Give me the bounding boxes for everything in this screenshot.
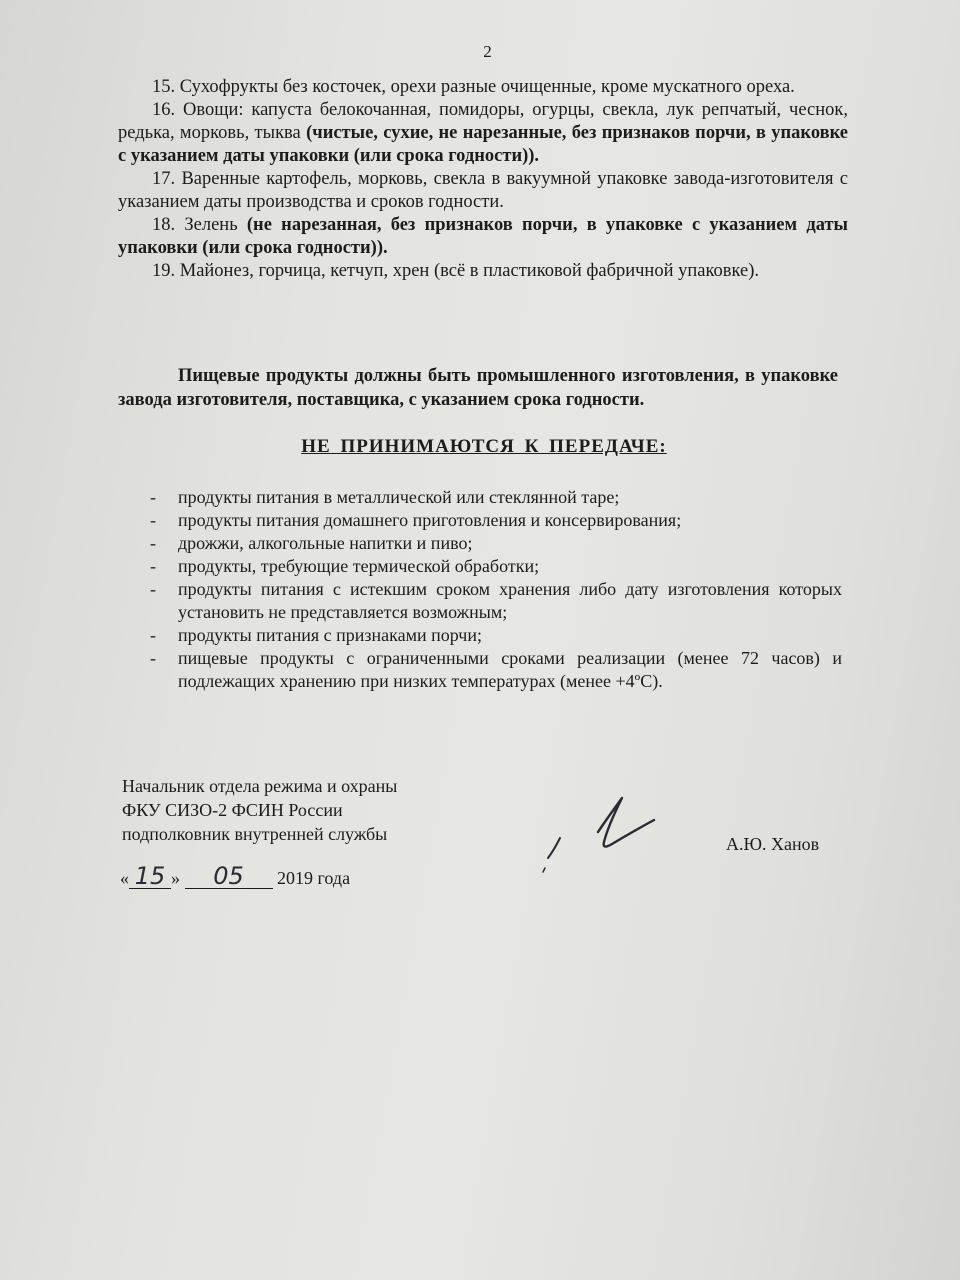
restrictions-list bbox=[150, 486, 842, 693]
restriction-text: продукты питания домашнего приготовления и консервирования; bbox=[178, 510, 682, 530]
restriction-text: пищевые продукты с ограниченными сроками реализации (менее 72 часов) и подлежащих хранению при низких температурах (менее +4ºС). bbox=[178, 648, 842, 691]
restriction-item bbox=[150, 555, 842, 578]
list-item bbox=[118, 76, 848, 99]
page-number: 2 bbox=[483, 42, 492, 61]
quote-open: « bbox=[120, 868, 129, 888]
list-item bbox=[118, 99, 848, 168]
date-year: 2019 года bbox=[277, 868, 351, 888]
item-bold-text: (не нарезанная, без признаков порчи, в упаковке с указанием даты упаковки (или срока годности)). bbox=[118, 215, 849, 258]
restriction-item bbox=[150, 486, 842, 509]
item-text: Зелень bbox=[184, 215, 238, 235]
restriction-text: продукты питания с истекшим сроком хранения либо дату изготовления которых установить не представляется возможным; bbox=[178, 579, 842, 622]
restriction-text: продукты питания с признаками порчи; bbox=[178, 625, 482, 645]
bullet-dash: - bbox=[150, 533, 156, 553]
item-number: 15. bbox=[152, 77, 176, 97]
bullet-dash: - bbox=[150, 487, 156, 507]
position-line: подполковник внутренней службы bbox=[122, 824, 388, 844]
restriction-item bbox=[150, 578, 842, 624]
allowed-items-list bbox=[118, 76, 848, 283]
restriction-text: продукты, требующие термической обработки; bbox=[178, 556, 540, 576]
item-text: Овощи: капуста белокочанная, помидоры, огурцы, свекла, лук репчатый, чеснок, редька, морковь, тыква bbox=[118, 100, 848, 143]
date-month: 05 bbox=[213, 862, 244, 890]
restriction-text: продукты питания в металлической или стеклянной таре; bbox=[178, 487, 620, 507]
item-text: Сухофрукты без косточек, орехи разные очищенные, кроме мускатного ореха. bbox=[179, 77, 795, 97]
date-day-blank bbox=[129, 862, 171, 890]
bullet-dash: - bbox=[150, 648, 156, 668]
position-line: Начальник отдела режима и охраны bbox=[122, 776, 398, 796]
item-number: 17. bbox=[152, 169, 176, 189]
bullet-dash: - bbox=[150, 556, 156, 576]
position-line: ФКУ СИЗО-2 ФСИН России bbox=[122, 800, 343, 820]
restriction-item bbox=[150, 647, 842, 693]
signatory-name: А.Ю. Ханов bbox=[726, 834, 820, 854]
handwritten-signature bbox=[540, 780, 680, 880]
signatory-position bbox=[122, 774, 397, 846]
bullet-dash: - bbox=[150, 510, 156, 530]
list-item bbox=[118, 214, 848, 260]
signature-date bbox=[120, 862, 351, 890]
date-month-blank bbox=[185, 862, 273, 890]
restriction-item bbox=[150, 509, 842, 532]
list-item bbox=[118, 168, 848, 214]
notice-paragraph: Пищевые продукты должны быть промышленного изготовления, в упаковке завода изготовителя, поставщика, с указанием срока годности. bbox=[118, 366, 838, 410]
bullet-dash: - bbox=[150, 625, 156, 645]
list-item bbox=[118, 260, 848, 283]
quote-close: » bbox=[171, 868, 180, 888]
item-number: 18. bbox=[152, 215, 176, 235]
section-heading: НЕ ПРИНИМАЮТСЯ К ПЕРЕДАЧЕ: bbox=[301, 436, 667, 457]
item-text: Варенные картофель, морковь, свекла в вакуумной упаковке завода-изготовителя с указанием даты производства и сроков годности. bbox=[118, 169, 848, 212]
item-number: 16. bbox=[152, 100, 176, 120]
restriction-text: дрожжи, алкогольные напитки и пиво; bbox=[178, 533, 473, 553]
item-text: Майонез, горчица, кетчуп, хрен (всё в пластиковой фабричной упаковке). bbox=[179, 261, 760, 281]
item-bold-text: (чистые, сухие, не нарезанные, без признаков порчи, в упаковке с указанием даты упаковки (или срока годности)). bbox=[118, 123, 849, 166]
restriction-item bbox=[150, 624, 842, 647]
restriction-item bbox=[150, 532, 842, 555]
date-day: 15 bbox=[134, 862, 166, 890]
item-number: 19. bbox=[152, 261, 176, 281]
bullet-dash: - bbox=[150, 579, 156, 599]
